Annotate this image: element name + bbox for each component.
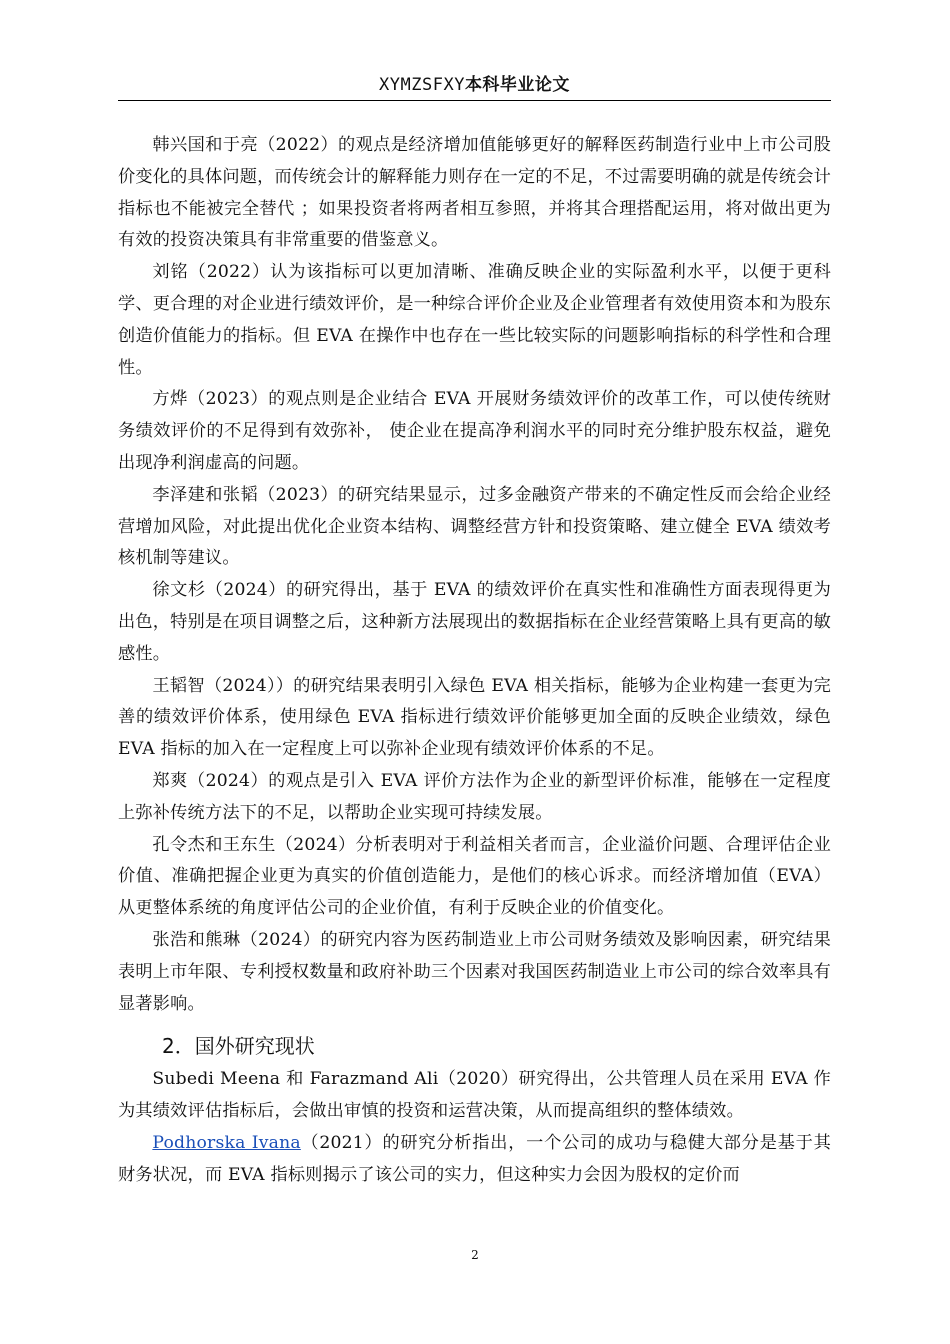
paragraph-xu-wenshan: 徐文杉（2024）的研究得出，基于 EVA 的绩效评价在真实性和准确性方面表现得更为出色，特别是在项目调整之后，这种新方法展现出的数据指标在企业经营策略上具有更高的敏感性。 bbox=[118, 580, 831, 664]
page-number: 2 bbox=[471, 1248, 479, 1262]
body-text bbox=[118, 130, 831, 1192]
paragraph-podhorska-text: （2021）的研究分析指出，一个公司的成功与稳健大部分是基于其财务状况，而 EVA 指标则揭示了该公司的实力，但这种实力会因为股权的定价而 bbox=[118, 1132, 831, 1185]
paragraph-fang-ye: 方烨（2023）的观点则是企业结合 EVA 开展财务绩效评价的改革工作，可以使传统财务绩效评价的不足得到有效弥补， 使企业在提高净利润水平的同时充分维护股东权益，避免出现净利润虚高的问题。 bbox=[118, 389, 831, 473]
header-document-type: 本科毕业论文 bbox=[464, 75, 570, 95]
paragraph-liu-ming: 刘铭（2022）认为该指标可以更加清晰、准确反映企业的实际盈利水平，以便于更科学、更合理的对企业进行绩效评价，是一种综合评价企业及企业管理者有效使用资本和为股东创造价值能力的指标。但 EVA 在操作中也存在一些比较实际的问题影响指标的科学性和合理性。 bbox=[118, 262, 831, 378]
paragraph-wang-taozhi: 王韬智（2024））的研究结果表明引入绿色 EVA 相关指标，能够为企业构建一套更为完善的绩效评价体系，使用绿色 EVA 指标进行绩效评价能够更加全面的反映企业绩效，绿色 EVA 指标的加入在一定程度上可以弥补企业现有绩效评价体系的不足。 bbox=[118, 675, 831, 760]
section-heading-foreign-research: 2．国外研究现状 bbox=[162, 1034, 315, 1059]
paragraph-zhang-xiong: 张浩和熊琳（2024）的研究内容为医药制造业上市公司财务绩效及影响因素，研究结果表明上市年限、专利授权数量和政府补助三个因素对我国医药制造业上市公司的综合效率具有显著影响。 bbox=[118, 929, 831, 1014]
reference-link-podhorska[interactable]: Podhorska Ivana bbox=[152, 1132, 301, 1153]
page-header bbox=[118, 70, 831, 100]
paragraph-han-yu: 韩兴国和于亮（2022）的观点是经济增加值能够更好的解释医药制造行业中上市公司股价变化的具体问题，而传统会计的解释能力则存在一定的不足，不过需要明确的就是传统会计指标也不能被完全替代 ；如果投资者将两者相互参照，并将其合理搭配运用，将对做出更为有效的投资决策具有非常重要的借鉴意义。 bbox=[118, 135, 831, 251]
paragraph-li-zhang: 李泽建和张韬（2023）的研究结果显示，过多金融资产带来的不确定性反而会给企业经营增加风险，对此提出优化企业资本结构、调整经营方针和投资策略、建立健全 EVA 绩效考核机制等建议。 bbox=[118, 484, 831, 569]
header-institution-code: XYMZSFXY bbox=[379, 75, 465, 95]
paragraph-podhorska bbox=[118, 1128, 831, 1192]
header-divider bbox=[118, 100, 831, 101]
paragraph-kong-wang: 孔令杰和王东生（2024）分析表明对于利益相关者而言，企业溢价问题、合理评估企业价值、准确把握企业更为真实的价值创造能力，是他们的核心诉求。而经济增加值（EVA）从更整体系统的角度评估公司的企业价值，有利于反映企业的价值变化。 bbox=[118, 834, 831, 919]
paragraph-subedi-farazmand: Subedi Meena 和 Farazmand Ali（2020）研究得出，公共管理人员在采用 EVA 作为其绩效评估指标后，会做出审慎的投资和运营决策，从而提高组织的整体绩效。 bbox=[118, 1069, 831, 1122]
paragraph-zheng-shuang: 郑爽（2024）的观点是引入 EVA 评价方法作为企业的新型评价标准，能够在一定程度上弥补传统方法下的不足，以帮助企业实现可持续发展。 bbox=[118, 770, 831, 823]
